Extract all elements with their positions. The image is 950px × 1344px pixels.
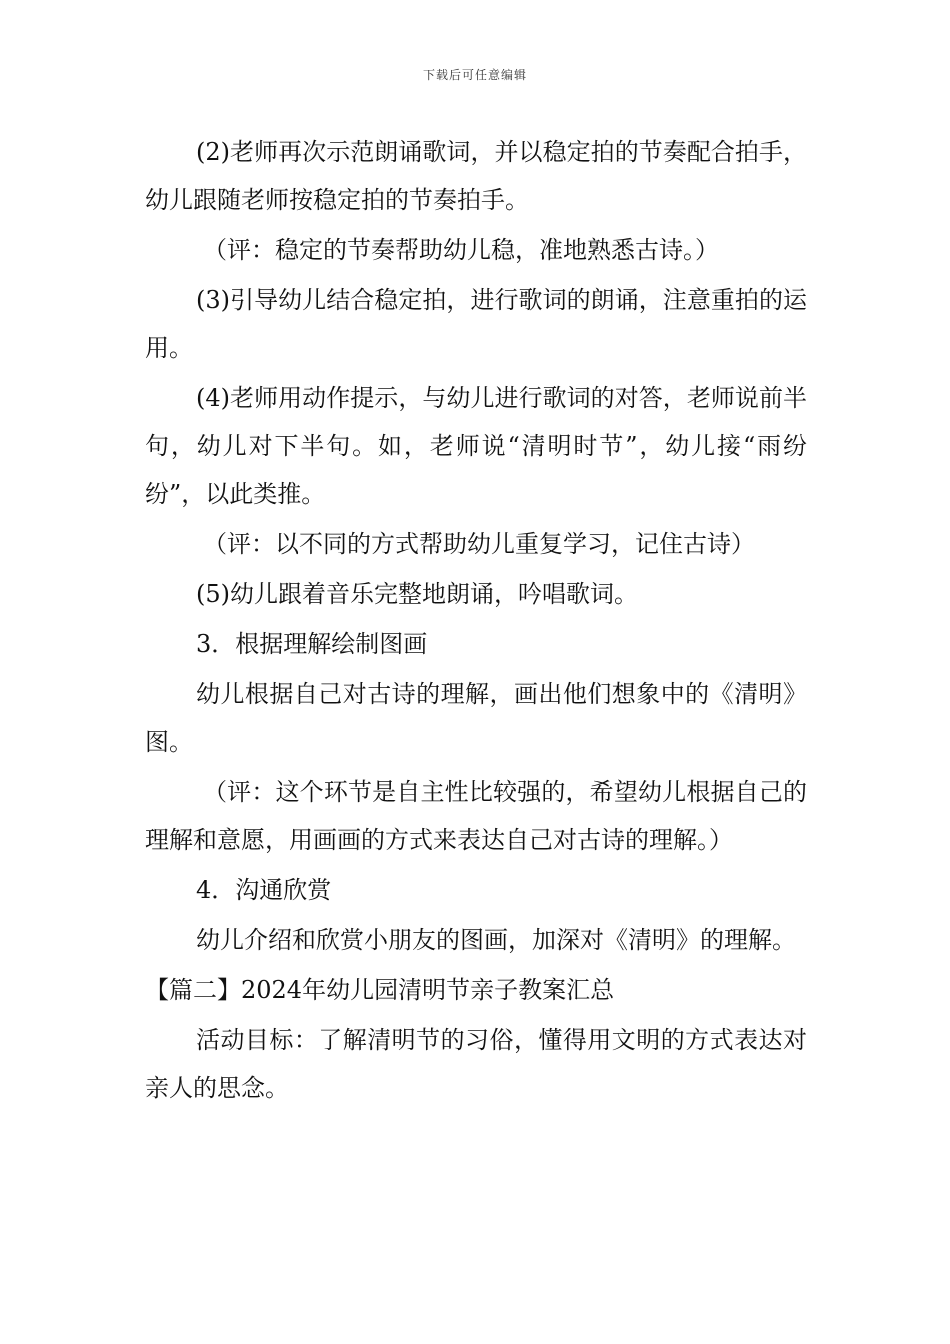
document-body [145,128,807,1114]
page-header: 下载后可任意编辑 [422,68,527,82]
paragraph-comment-3: （评：这个环节是自主性比较强的，希望幼儿根据自己的理解和意愿，用画画的方式来表达自己对古诗的理解。） [145,778,807,854]
paragraph-activity-goal: 活动目标：了解清明节的习俗，懂得用文明的方式表达对亲人的思念。 [145,1026,807,1102]
paragraph-step-5: (5)幼儿跟着音乐完整地朗诵，吟唱歌词。 [196,580,638,608]
paragraph-drawing: 幼儿根据自己对古诗的理解，画出他们想象中的《清明》图。 [145,680,807,756]
paragraph-step-4: (4)老师用动作提示，与幼儿进行歌词的对答，老师说前半句，幼儿对下半句。如，老师说“清明时节”，幼儿接“雨纷纷”，以此类推。 [145,384,807,508]
paragraph-comment-1: （评：稳定的节奏帮助幼儿稳，准地熟悉古诗。） [203,236,719,264]
paragraph-step-2: (2)老师再次示范朗诵歌词，并以稳定拍的节奏配合拍手，幼儿跟随老师按稳定拍的节奏拍手。 [145,138,807,214]
paragraph-appreciation: 幼儿介绍和欣赏小朋友的图画，加深对《清明》的理解。 [196,926,796,954]
chapter-title-part-two: 【篇二】2024年幼儿园清明节亲子教案汇总 [145,976,615,1004]
section-heading-4: 4．沟通欣赏 [196,876,332,904]
paragraph-step-3: (3)引导幼儿结合稳定拍，进行歌词的朗诵，注意重拍的运用。 [145,286,807,362]
section-heading-3: 3．根据理解绘制图画 [196,630,428,658]
paragraph-comment-2: （评：以不同的方式帮助幼儿重复学习，记住古诗） [203,530,755,558]
